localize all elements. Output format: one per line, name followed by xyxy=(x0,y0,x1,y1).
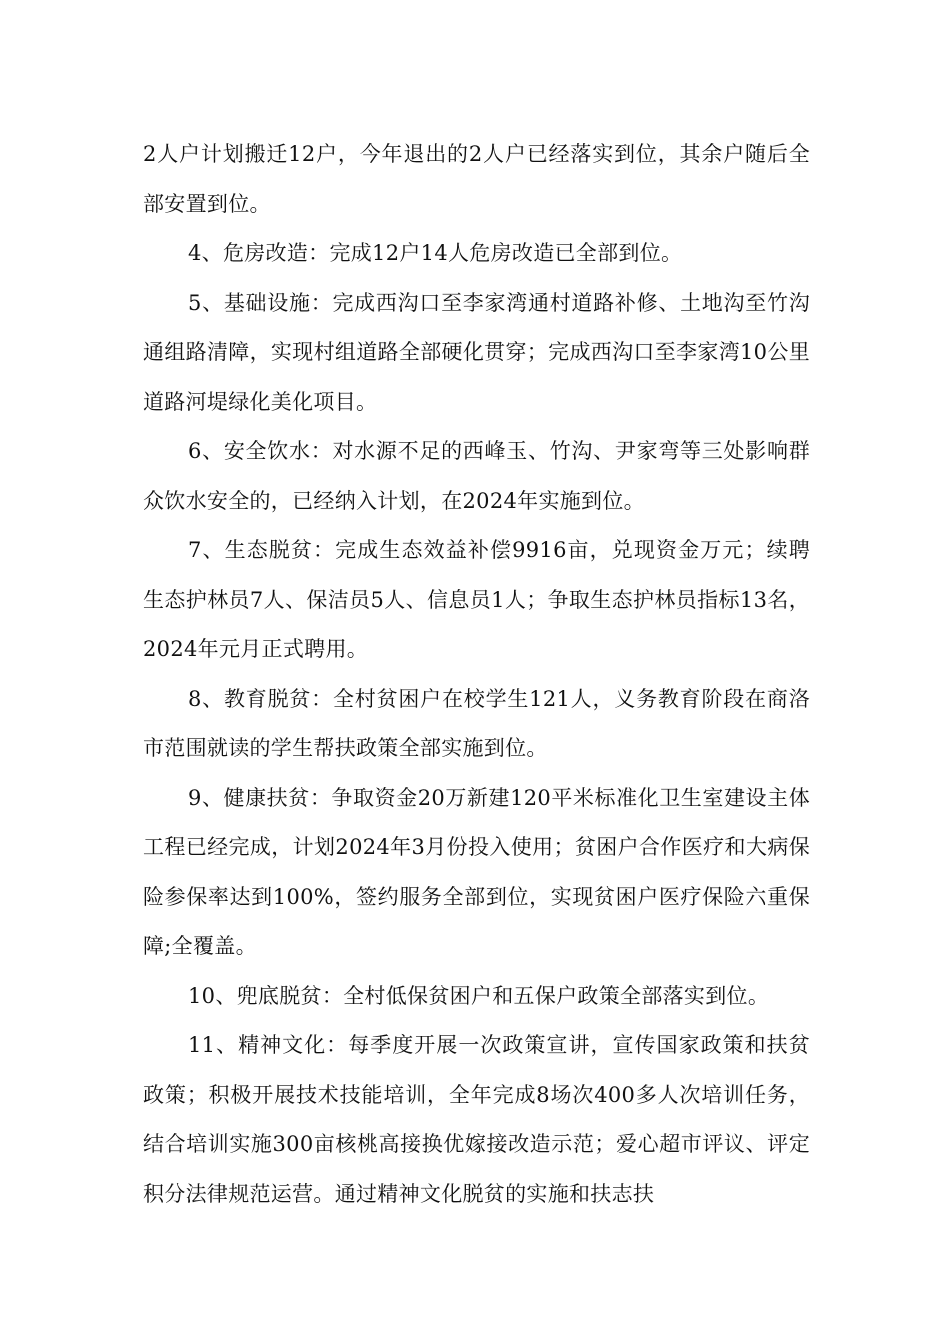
paragraph-ecology: 7、生态脱贫：完成生态效益补偿9916亩，兑现资金万元；续聘生态护林员7人、保洁员5人、信息员1人；争取生态护林员指标13名，2024年元月正式聘用。 xyxy=(143,538,810,661)
paragraph-safety-net: 10、兜底脱贫：全村低保贫困户和五保户政策全部落实到位。 xyxy=(188,983,770,1008)
paragraph-culture: 11、精神文化：每季度开展一次政策宣讲，宣传国家政策和扶贫政策；积极开展技术技能培训，全年完成8场次400多人次培训任务，结合培训实施300亩核桃高接换优嫁接改造示范；爱心超市评议、评定积分法律规范运营。通过精神文化脱贫的实施和扶志扶 xyxy=(143,1033,810,1206)
paragraph-health: 9、健康扶贫：争取资金20万新建120平米标准化卫生室建设主体工程已经完成，计划2024年3月份投入使用；贫困户合作医疗和大病保险参保率达到100%，签约服务全部到位，实现贫困户医疗保险六重保障;全覆盖。 xyxy=(143,785,810,958)
paragraph-continuation: 2人户计划搬迁12户，今年退出的2人户已经落实到位，其余户随后全部安置到位。 xyxy=(143,142,810,216)
paragraph-drinking-water: 6、安全饮水：对水源不足的西峰玉、竹沟、尹家弯等三处影响群众饮水安全的，已经纳入计划，在2024年实施到位。 xyxy=(143,439,810,513)
paragraph-infrastructure: 5、基础设施：完成西沟口至李家湾通村道路补修、土地沟至竹沟通组路清障，实现村组道路全部硬化贯穿；完成西沟口至李家湾10公里道路河堤绿化美化项目。 xyxy=(143,290,810,414)
paragraph-housing-renovation: 4、危房改造：完成12户14人危房改造已全部到位。 xyxy=(188,241,683,265)
document-body xyxy=(143,130,810,1219)
paragraph-education: 8、教育脱贫：全村贫困户在校学生121人，义务教育阶段在商洛市范围就读的学生帮扶政策全部实施到位。 xyxy=(143,686,810,760)
